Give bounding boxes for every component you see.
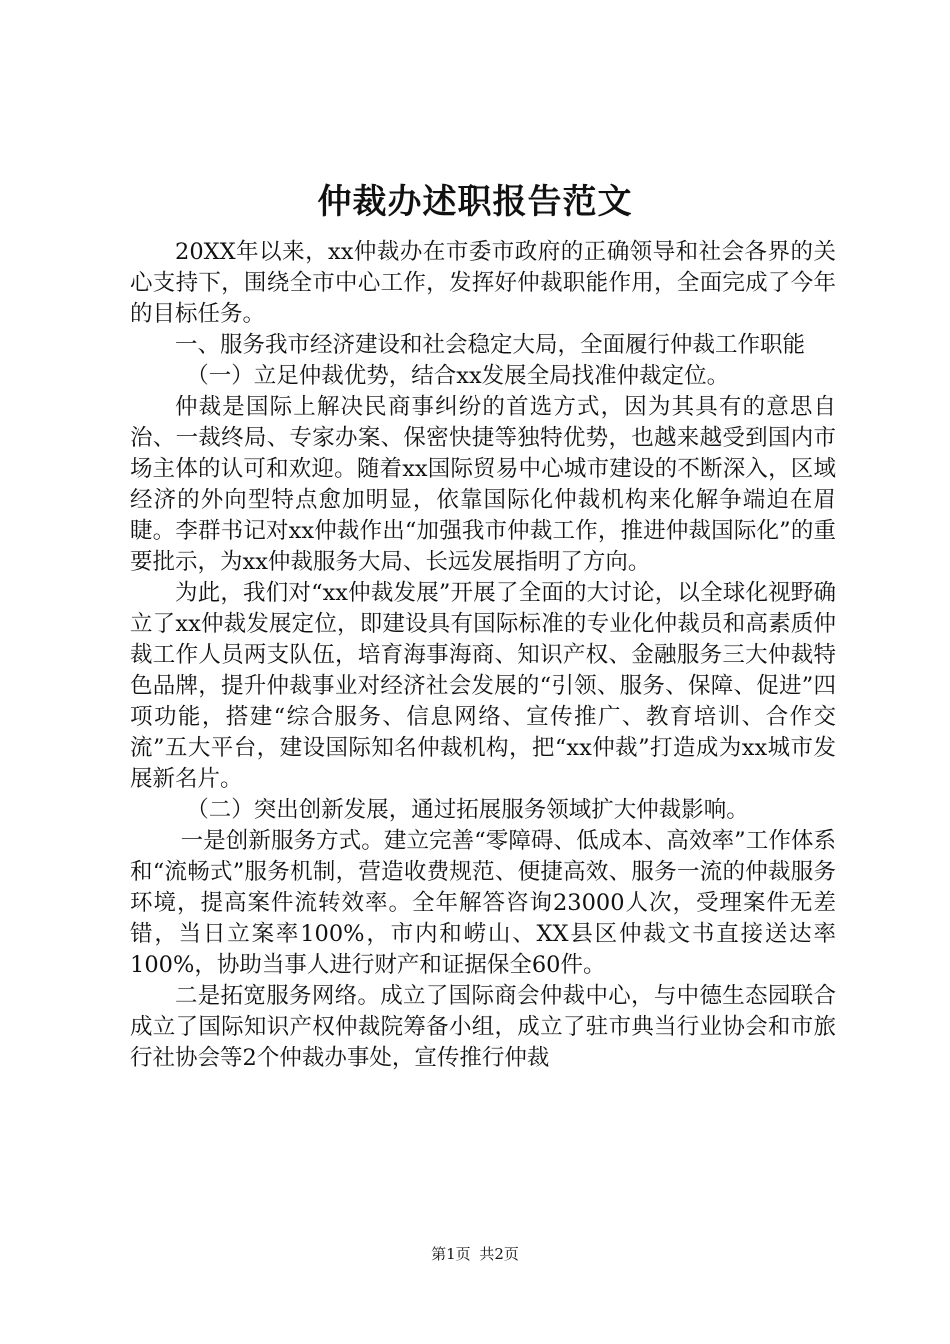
page-footer xyxy=(0,1244,950,1264)
paragraph-arbitration-advantages: 仲裁是国际上解决民商事纠纷的首选方式，因为其具有的意思自治、一裁终局、专家办案、保密快捷等独特优势，也越来越受到国内市场主体的认可和欢迎。随着xx国际贸易中心城市建设的不断深入，区域经济的外向型特点愈加明显，依靠国际化仲裁机构来化解争端迫在眉睫。李群书记对xx仲裁作出“加强我市仲裁工作，推进仲裁国际化”的重要批示，为xx仲裁服务大局、长远发展指明了方向。 xyxy=(130,394,836,575)
paragraph-intro: 20XX年以来，xx仲裁办在市委市政府的正确领导和社会各界的关心支持下，围绕全市中心工作，发挥好仲裁职能作用，全面完成了今年的目标任务。 xyxy=(130,239,836,327)
paragraph-service-innovation: 一是创新服务方式。建立完善“零障碍、低成本、高效率”工作体系和“流畅式”服务机制，营造收费规范、便捷高效、服务一流的仲裁服务环境，提高案件流转效率。全年解答咨询23000人次，受理案件无差错，当日立案率100%，市内和崂山、XX县区仲裁文书直接送达率100%，协助当事人进行财产和证据保全60件。 xyxy=(130,828,836,978)
paragraph-service-network: 二是拓宽服务网络。成立了国际商会仲裁中心，与中德生态园联合成立了国际知识产权仲裁院筹备小组，成立了驻市典当行业协会和市旅行社协会等2个仲裁办事处，宣传推行仲裁 xyxy=(130,983,836,1071)
document-body xyxy=(130,237,836,1074)
subsection-heading-1: （一）立足仲裁优势，结合xx发展全局找准仲裁定位。 xyxy=(186,363,730,389)
subsection-heading-2: （二）突出创新发展，通过拓展服务领域扩大仲裁影响。 xyxy=(186,797,749,823)
page-total: 共2页 xyxy=(479,1245,519,1263)
page-number: 第1页 xyxy=(431,1245,471,1263)
section-heading-1: 一、服务我市经济建设和社会稳定大局，全面履行仲裁工作职能 xyxy=(175,332,806,358)
paragraph-development-positioning: 为此，我们对“xx仲裁发展”开展了全面的大讨论，以全球化视野确立了xx仲裁发展定位，即建设具有国际标准的专业化仲裁员和高素质仲裁工作人员两支队伍，培育海事海商、知识产权、金融服务三大仲裁特色品牌，提升仲裁事业对经济社会发展的“引领、服务、保障、促进”四项功能，搭建“综合服务、信息网络、宣传推广、教育培训、合作交流”五大平台，建设国际知名仲裁机构，把“xx仲裁”打造成为xx城市发展新名片。 xyxy=(130,580,836,792)
page-title: 仲裁办述职报告范文 xyxy=(317,182,633,222)
